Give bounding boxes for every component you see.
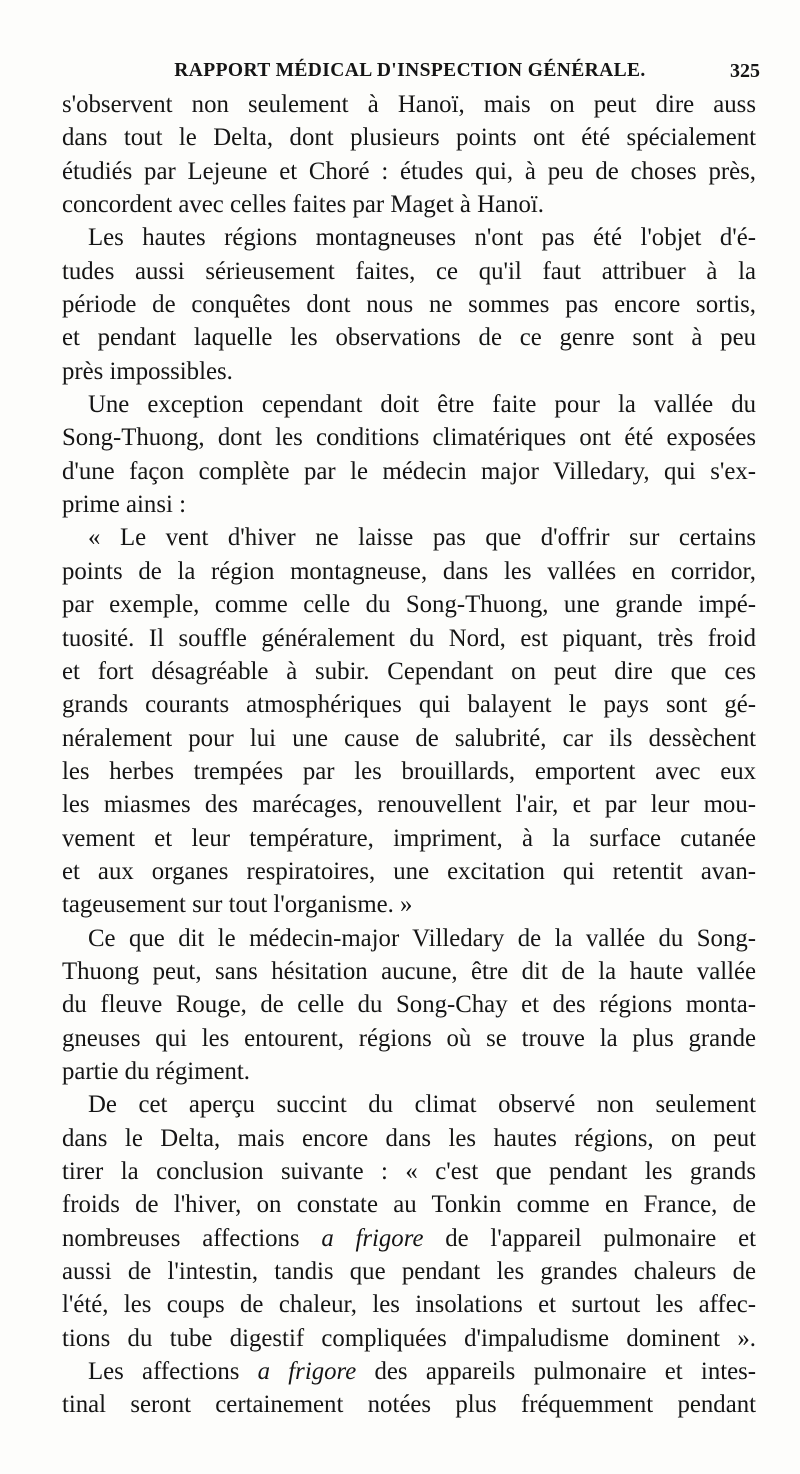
italic-term: a frigore (321, 1224, 424, 1252)
text-line: dans tout le Delta, dont plusieurs points ont été spécialement (62, 124, 756, 152)
text-line: et pendant laquelle les observations de ce genre sont à peu (62, 324, 756, 352)
text-line: tageusement sur tout l'organisme. » (62, 891, 413, 919)
text-line: près impossibles. (62, 357, 233, 385)
text-line: et fort désagréable à subir. Cependant on peut dire que ces (62, 657, 756, 685)
text-line: et aux organes respiratoires, une excitation qui retentit avan- (62, 857, 756, 885)
text-line: tudes aussi sérieusement faites, ce qu'il faut attribuer à la (62, 257, 756, 285)
text-line: points de la région montagneuse, dans les vallées en corridor, (62, 557, 756, 585)
text-line: l'été, les coups de chaleur, les insolations et surtout les affec- (62, 1291, 756, 1319)
page-header (60, 54, 760, 88)
text-line: Les hautes régions montagneuses n'ont pas été l'objet d'é- (88, 224, 756, 252)
text-line: Song-Thuong, dont les conditions climatériques ont été exposées (62, 424, 756, 452)
text-line: tirer la conclusion suivante : « c'est que pendant les grands (62, 1158, 756, 1185)
text-line: froids de l'hiver, on constate au Tonkin comme en France, de (62, 1191, 756, 1219)
text-line: s'observent non seulement à Hanoï, mais on peut dire auss (62, 91, 756, 118)
running-title: RAPPORT MÉDICAL D'INSPECTION GÉNÉRALE. (174, 60, 646, 81)
text-line: période de conquêtes dont nous ne sommes pas encore sortis, (62, 291, 756, 319)
text-line: tinal seront certainement notées plus fréquemment pendant (62, 1391, 756, 1419)
text-line: les miasmes des marécages, renouvellent l'air, et par leur mou- (62, 791, 756, 819)
text-line: dans le Delta, mais encore dans les hautes régions, on peut (62, 1124, 756, 1152)
text-line: néralement pour lui une cause de salubrité, car ils dessèchent (62, 724, 756, 752)
text-line: du fleuve Rouge, de celle du Song-Chay et des régions monta- (62, 991, 756, 1019)
text-line: d'une façon complète par le médecin major Villedary, qui s'ex- (62, 457, 756, 485)
text-line: Les affections a frigore des appareils pulmonaire et intes- (88, 1358, 756, 1386)
text-line: concordent avec celles faites par Maget à Hanoï. (62, 191, 544, 219)
text-line: gneuses qui les entourent, régions où se trouve la plus grande (62, 1024, 756, 1052)
text-line: vement et leur température, impriment, à la surface cutanée (62, 824, 756, 852)
page-number: 325 (730, 60, 760, 82)
text-line: partie du régiment. (62, 1057, 250, 1085)
body-text (62, 88, 756, 1422)
text-line: étudiés par Lejeune et Choré : études qui, à peu de choses près, (62, 157, 756, 185)
text-line: prime ainsi : (62, 491, 186, 519)
text-line: grands courants atmosphériques qui balayent le pays sont gé- (62, 691, 756, 719)
text-line: Ce que dit le médecin-major Villedary de la vallée du Song- (88, 924, 756, 952)
italic-term: a frigore (257, 1358, 357, 1386)
text-line: tuosité. Il souffle généralement du Nord, est piquant, très froid (62, 624, 756, 652)
text-line: les herbes trempées par les brouillards, emportent avec eux (62, 757, 756, 785)
text-line: De cet aperçu succint du climat observé non seulement (88, 1091, 756, 1119)
text-line: tions du tube digestif compliquées d'impaludisme dominent ». (62, 1324, 756, 1352)
text-line: par exemple, comme celle du Song-Thuong, une grande impé- (62, 591, 756, 619)
text-line: Une exception cependant doit être faite pour la vallée du (88, 391, 756, 419)
text-line: Thuong peut, sans hésitation aucune, être dit de la haute vallée (62, 957, 756, 985)
text-line: aussi de l'intestin, tandis que pendant les grandes chaleurs de (62, 1258, 756, 1286)
text-line: nombreuses affections a frigore de l'appareil pulmonaire et (62, 1224, 756, 1252)
text-line: « Le vent d'hiver ne laisse pas que d'offrir sur certains (88, 524, 756, 552)
